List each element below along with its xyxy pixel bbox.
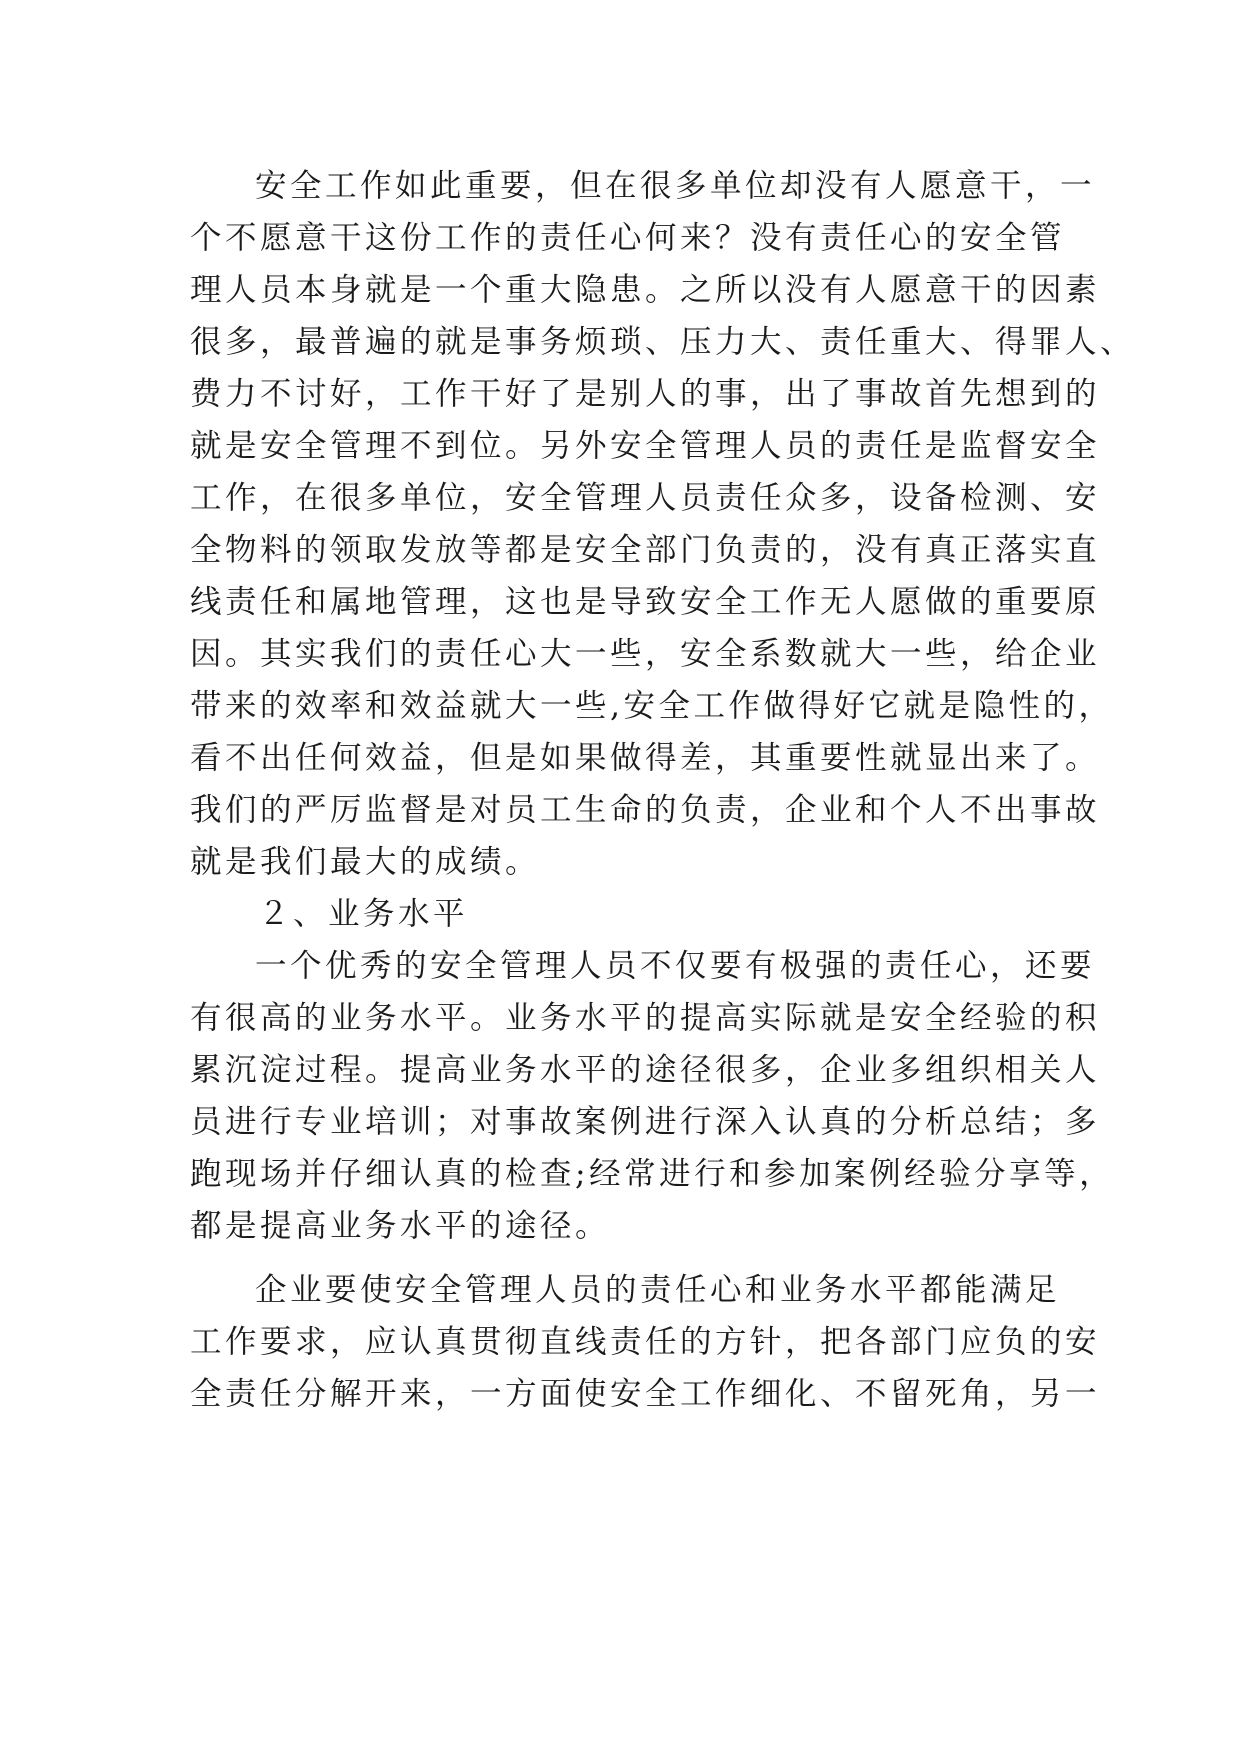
paragraph-1-line-1: 安全工作如此重要，但在很多单位却没有人愿意干，一 (255, 168, 1096, 204)
document-body (190, 160, 1136, 1420)
paragraph-2-line-4: 员进行专业培训；对事故案例进行深入认真的分析总结；多 (190, 1104, 1101, 1140)
paragraph-3-line-1: 企业要使安全管理人员的责任心和业务水平都能满足 (255, 1272, 1061, 1308)
paragraph-1-line-12: 看不出任何效益，但是如果做得差，其重要性就显出来了。 (190, 740, 1101, 776)
paragraph-1-line-9: 线责任和属地管理，这也是导致安全工作无人愿做的重要原 (190, 584, 1101, 620)
paragraph-1-line-8: 全物料的领取发放等都是安全部门负责的，没有真正落实直 (190, 532, 1101, 568)
paragraph-spacer (190, 1252, 1060, 1264)
paragraph-1-line-14: 就是我们最大的成绩。 (190, 844, 541, 880)
paragraph-1-line-2: 个不愿意干这份工作的责任心何来？没有责任心的安全管 (190, 220, 1066, 256)
paragraph-2-line-1: 一个优秀的安全管理人员不仅要有极强的责任心，还要 (255, 948, 1096, 984)
paragraph-3-line-2: 工作要求，应认真贯彻直线责任的方针，把各部门应负的安 (190, 1324, 1101, 1360)
paragraph-2-line-6: 都是提高业务水平的途径。 (190, 1208, 611, 1244)
paragraph-2-line-5: 跑现场并仔细认真的检查;经常进行和参加案例经验分享等， (190, 1156, 1115, 1192)
paragraph-1-line-13: 我们的严厉监督是对员工生命的负责，企业和个人不出事故 (190, 792, 1101, 828)
paragraph-3-line-3: 全责任分解开来，一方面使安全工作细化、不留死角，另一 (190, 1376, 1101, 1412)
paragraph-1-line-11: 带来的效率和效益就大一些,安全工作做得好它就是隐性的， (190, 688, 1114, 724)
paragraph-1-line-10: 因。其实我们的责任心大一些，安全系数就大一些，给企业 (190, 636, 1101, 672)
section-heading: ２、业务水平 (258, 896, 469, 932)
paragraph-2-line-2: 有很高的业务水平。业务水平的提高实际就是安全经验的积 (190, 1000, 1101, 1036)
paragraph-2-line-3: 累沉淀过程。提高业务水平的途径很多，企业多组织相关人 (190, 1052, 1101, 1088)
paragraph-1-line-6: 就是安全管理不到位。另外安全管理人员的责任是监督安全 (190, 428, 1101, 464)
paragraph-1-line-4: 很多，最普遍的就是事务烦琐、压力大、责任重大、得罪人、 (190, 324, 1136, 360)
paragraph-1-line-7: 工作，在很多单位，安全管理人员责任众多，设备检测、安 (190, 480, 1101, 516)
paragraph-1-line-3: 理人员本身就是一个重大隐患。之所以没有人愿意干的因素 (190, 272, 1101, 308)
paragraph-1-line-5: 费力不讨好，工作干好了是别人的事，出了事故首先想到的 (190, 376, 1101, 412)
